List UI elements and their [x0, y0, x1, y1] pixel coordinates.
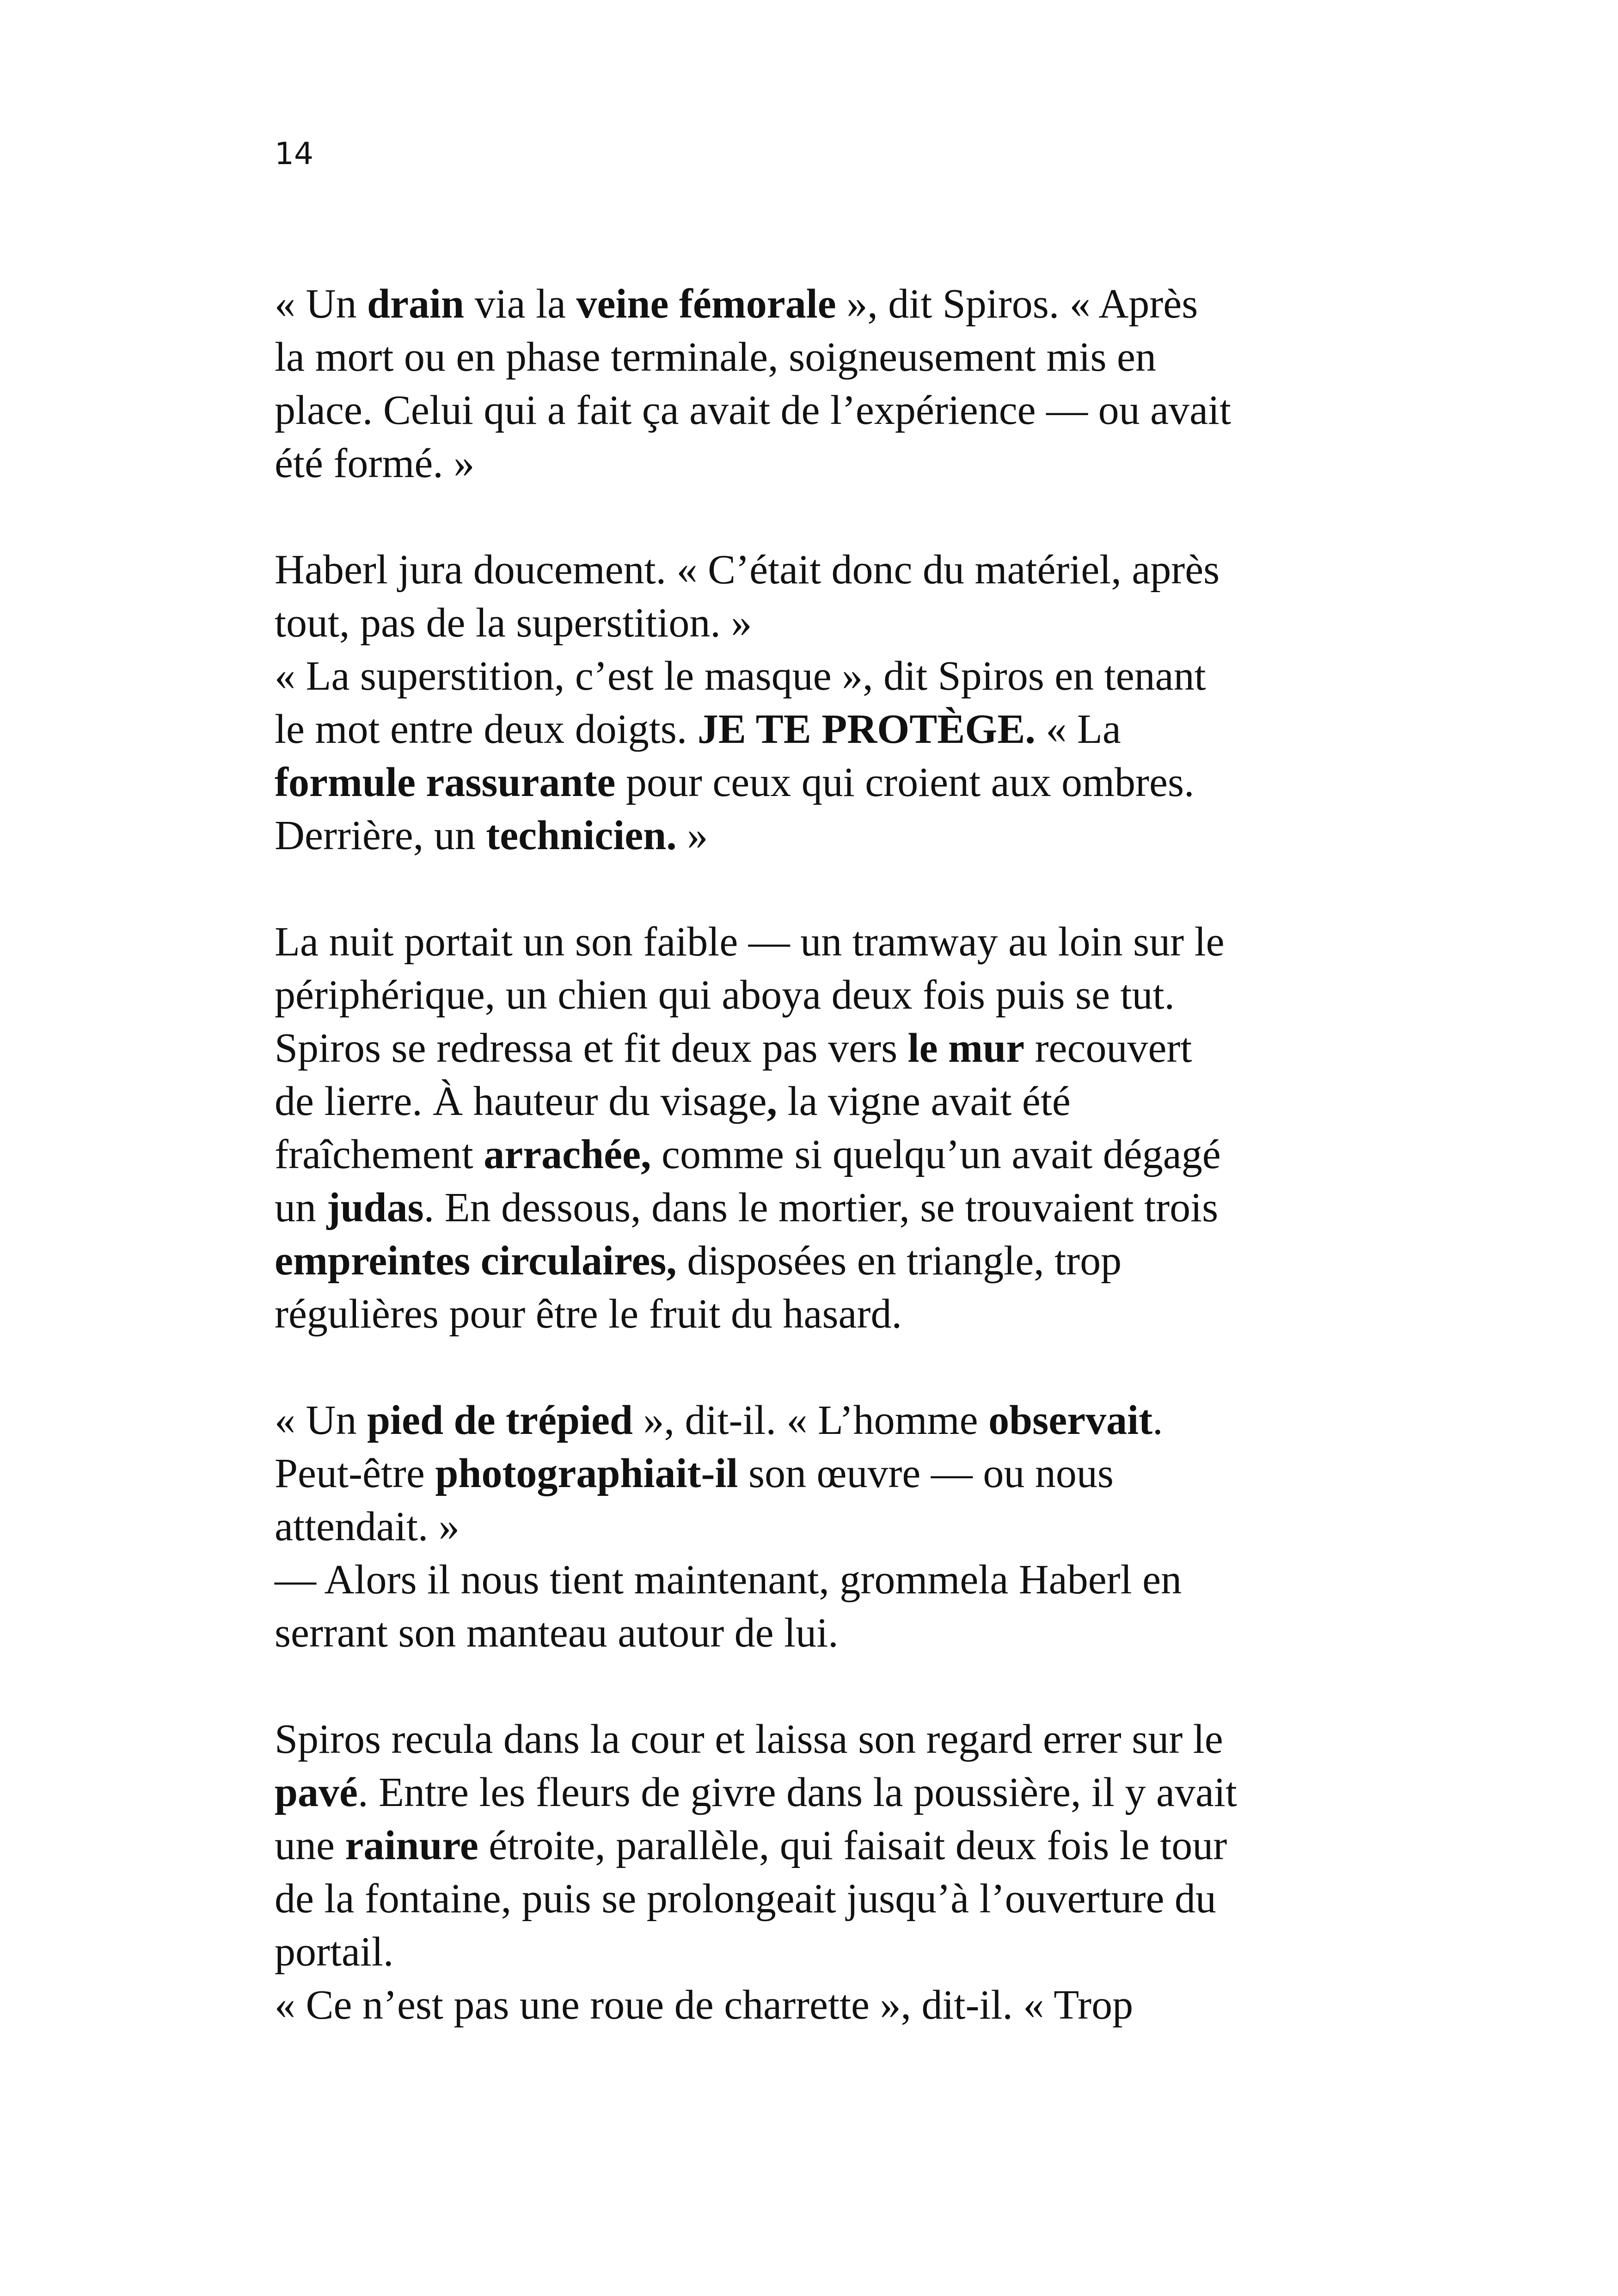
text-line [275, 915, 1375, 968]
text-run: « Un [275, 281, 367, 327]
text-run: Spiros recula dans la cour et laissa son regard errer sur le [275, 1716, 1223, 1762]
text-run: — Alors il nous tient maintenant, grommela Haberl en [275, 1557, 1182, 1603]
text-run: . En dessous, dans le mortier, se trouvaient trois [423, 1185, 1219, 1231]
text-run: . Entre les fleurs de givre dans la poussière, il y avait [358, 1769, 1237, 1815]
bold-phrase: observait [988, 1397, 1153, 1443]
text-line [275, 277, 1375, 331]
text-run: Peut-être [275, 1451, 435, 1496]
text-line [275, 1713, 1375, 1766]
text-run: la mort ou en phase terminale, soigneusement mis en [275, 334, 1157, 380]
text-line [275, 1075, 1375, 1128]
text-run: le mot entre deux doigts. [275, 706, 698, 752]
text-run: Spiros se redressa et fit deux pas vers [275, 1025, 908, 1071]
paragraph-spacer [275, 490, 1375, 543]
text-line [275, 384, 1375, 437]
text-run: », dit-il. « L’homme [632, 1397, 989, 1443]
text-run: » [676, 813, 708, 858]
text-line [275, 1500, 1375, 1553]
text-line [275, 1606, 1375, 1659]
bold-phrase: veine fémorale [576, 281, 836, 327]
page-number: 14 [275, 136, 313, 171]
paragraph-spacer [275, 862, 1375, 915]
text-run: attendait. » [275, 1504, 460, 1549]
text-run: place. Celui qui a fait ça avait de l’expérience — ou avait [275, 387, 1232, 433]
text-line [275, 1447, 1375, 1500]
text-run: « Un [275, 1397, 367, 1443]
text-line [275, 437, 1375, 490]
text-run: « La superstition, c’est le masque », dit Spiros en tenant [275, 653, 1206, 699]
text-line [275, 1234, 1375, 1287]
text-run: pour ceux qui croient aux ombres. [615, 759, 1195, 805]
text-run: « Ce n’est pas une roue de charrette », dit-il. « Trop [275, 1982, 1134, 2028]
bold-phrase: arrachée, [484, 1132, 651, 1177]
text-run: serrant son manteau autour de lui. [275, 1610, 839, 1656]
text-line [275, 1978, 1375, 2032]
paragraph [275, 277, 1375, 490]
text-run: été formé. » [275, 441, 475, 486]
bold-phrase: technicien. [486, 813, 677, 858]
bold-phrase: le mur [907, 1025, 1025, 1071]
paragraph [275, 543, 1375, 649]
bold-phrase: empreintes circulaires, [275, 1238, 677, 1284]
text-line [275, 331, 1375, 384]
paragraph [275, 1713, 1375, 1978]
text-line [275, 809, 1375, 862]
text-run: de la fontaine, puis se prolongeait jusqu’à l’ouverture du [275, 1876, 1216, 1922]
bold-phrase: JE TE PROTÈGE. [697, 706, 1036, 752]
text-line [275, 703, 1375, 756]
bold-phrase: pied de trépied [367, 1397, 633, 1443]
text-run: la vigne avait été [777, 1078, 1071, 1124]
text-run: comme si quelqu’un avait dégagé [651, 1132, 1221, 1177]
text-run: Haberl jura doucement. « C’était donc du matériel, après [275, 547, 1220, 593]
text-line [275, 649, 1375, 703]
text-line [275, 1553, 1375, 1606]
bold-phrase: photographiait-il [435, 1451, 738, 1496]
text-line [275, 1819, 1375, 1872]
text-line [275, 596, 1375, 649]
text-run: Derrière, un [275, 813, 486, 858]
paragraph [275, 1394, 1375, 1553]
text-line [275, 1022, 1375, 1075]
text-line [275, 1925, 1375, 1978]
text-line [275, 1128, 1375, 1181]
text-run: son œuvre — ou nous [738, 1451, 1114, 1496]
bold-phrase: judas [326, 1185, 424, 1231]
bold-phrase: drain [367, 281, 465, 327]
text-run: « La [1035, 706, 1121, 752]
text-run: étroite, parallèle, qui faisait deux fois le tour [478, 1823, 1227, 1868]
paragraph [275, 915, 1375, 1341]
text-line [275, 543, 1375, 596]
text-run: . [1152, 1397, 1163, 1443]
text-line [275, 1766, 1375, 1819]
text-line [275, 1181, 1375, 1234]
text-run: La nuit portait un son faible — un tramway au loin sur le [275, 919, 1225, 965]
text-run: un [275, 1185, 327, 1231]
text-line [275, 756, 1375, 809]
paragraph [275, 649, 1375, 862]
paragraph-spacer [275, 1659, 1375, 1713]
paragraph-spacer [275, 1341, 1375, 1394]
bold-phrase: pavé [275, 1769, 358, 1815]
text-line [275, 968, 1375, 1022]
text-run: de lierre. À hauteur du visage [275, 1078, 767, 1124]
bold-phrase: , [766, 1078, 778, 1124]
text-line [275, 1872, 1375, 1925]
bold-phrase: formule rassurante [275, 759, 616, 805]
text-run: fraîchement [275, 1132, 484, 1177]
text-run: une [275, 1823, 345, 1868]
body-text [275, 277, 1375, 2032]
text-run: portail. [275, 1929, 394, 1975]
paragraph [275, 1978, 1375, 2032]
text-run: régulières pour être le fruit du hasard. [275, 1291, 902, 1337]
bold-phrase: rainure [345, 1823, 478, 1868]
text-line [275, 1287, 1375, 1341]
text-run: périphérique, un chien qui aboya deux fois puis se tut. [275, 972, 1175, 1018]
text-run: tout, pas de la superstition. » [275, 600, 752, 646]
text-line [275, 1394, 1375, 1447]
text-run: disposées en triangle, trop [676, 1238, 1122, 1284]
paragraph [275, 1553, 1375, 1659]
text-run: », dit Spiros. « Après [836, 281, 1198, 327]
text-run: via la [464, 281, 576, 327]
text-run: recouvert [1024, 1025, 1192, 1071]
